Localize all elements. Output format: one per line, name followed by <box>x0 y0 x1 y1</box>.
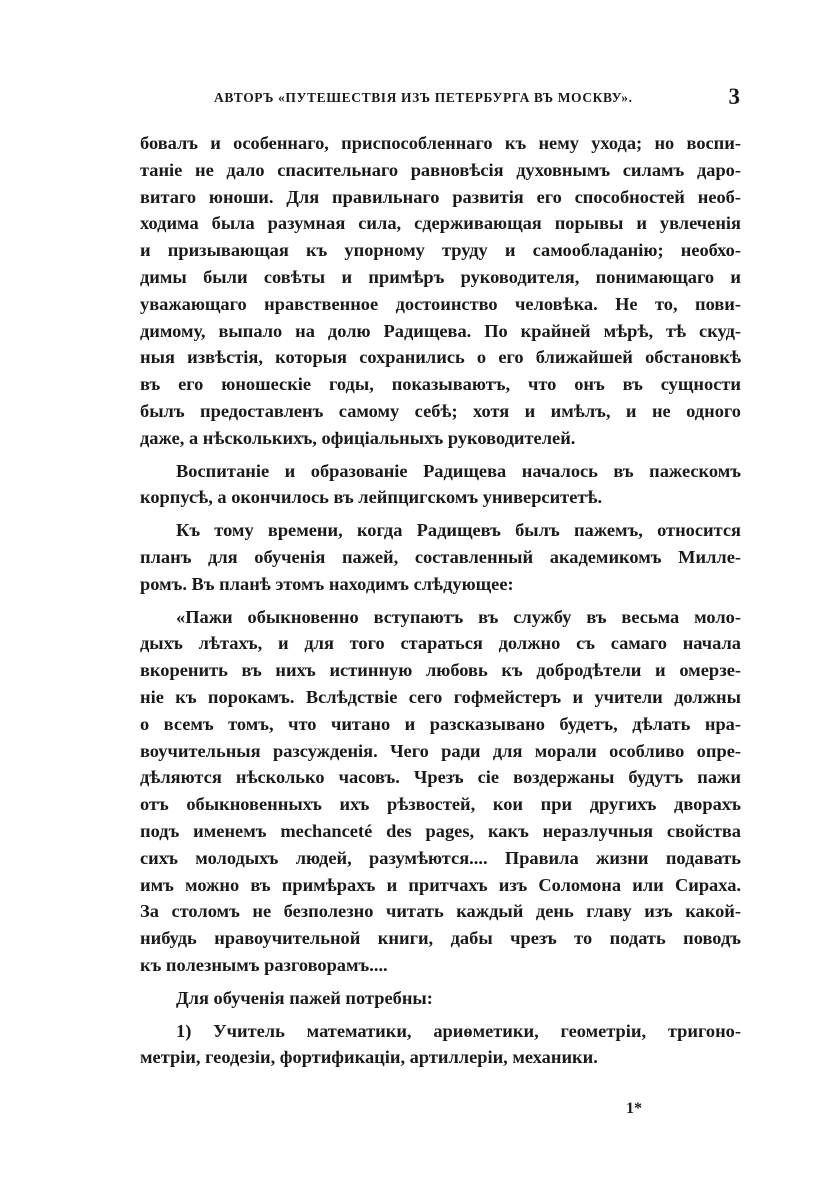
text-line: даже, а нѣсколькихъ, офиціальныхъ руководителей. <box>140 427 576 448</box>
text-line: таніе не дало спасительнаго равновѣсія духовнымъ силамъ даро- <box>140 159 741 180</box>
text-line: воучительныя разсужденія. Чего ради для морали особливо опре- <box>140 740 741 761</box>
text-line: Воспитаніе и образованіе Радищева началось въ пажескомъ <box>176 460 741 481</box>
text-line: витаго юноши. Для правильнаго развитія его способностей необ- <box>140 186 741 207</box>
text-line: ніе къ порокамъ. Вслѣдствіе сего гофмейстеръ и учители должны <box>140 686 741 707</box>
page-number: 3 <box>728 84 740 109</box>
page-header <box>140 86 740 112</box>
text-line: къ полезнымъ разговорамъ.... <box>140 954 388 975</box>
text-line: ходима была разумная сила, сдерживающая порывы и увлеченія <box>140 213 741 234</box>
text-line: о всемъ томъ, что читано и разсказывано будетъ, дѣлать нра- <box>140 713 741 734</box>
text-line: «Пажи обыкновенно вступаютъ въ службу въ весьма моло- <box>176 606 741 627</box>
signature-mark: 1* <box>626 1100 642 1117</box>
text-line: димы были совѣты и примѣръ руководителя, понимающаго и <box>140 266 741 287</box>
text-line: корпусѣ, а окончилось въ лейпцигскомъ университетѣ. <box>140 487 603 508</box>
text-line: въ его юношескіе годы, показываютъ, что онъ въ сущности <box>140 374 741 395</box>
text-line: димому, выпало на долю Радищева. По крайней мѣрѣ, тѣ скуд- <box>140 320 741 341</box>
text-line: Для обученія пажей потребны: <box>176 987 433 1008</box>
text-line: нибудь нравоучительной книги, дабы чрезъ то подать поводъ <box>140 928 741 949</box>
text-line: ромъ. Въ планѣ этомъ находимъ слѣдующее: <box>140 573 514 594</box>
text-line: ныя извѣстія, которыя сохранились о его ближайшей обстановкѣ <box>140 347 741 368</box>
text-line: былъ предоставленъ самому себѣ; хотя и имѣлъ, и не одного <box>140 400 741 421</box>
text-line: За столомъ не безполезно читать каждый день главу изъ какой- <box>140 901 741 922</box>
text-line: 1) Учитель математики, ариѳметики, геометріи, тригоно- <box>176 1020 741 1041</box>
text-line: подъ именемъ mechanceté des pages, какъ неразлучныя свойства <box>140 820 741 841</box>
text-line: имъ можно въ примѣрахъ и притчахъ изъ Соломона или Сираха. <box>140 874 741 895</box>
text-line: уважающаго нравственное достоинство человѣка. Не то, пови- <box>140 293 741 314</box>
text-line: сихъ молодыхъ людей, разумѣются.... Правила жизни подавать <box>140 847 741 868</box>
text-line: дѣляются нѣсколько часовъ. Чрезъ сіе воздержаны будутъ пажи <box>140 767 741 788</box>
body-text <box>140 130 741 1071</box>
text-line: вкоренить въ нихъ истинную любовь къ добродѣтели и омерзе- <box>140 660 741 681</box>
text-line: Къ тому времени, когда Радищевъ былъ пажемъ, относится <box>176 520 741 541</box>
text-line: метріи, геодезіи, фортификаціи, артиллеріи, механики. <box>140 1047 598 1068</box>
text-line: и призывающая къ упорному труду и самообладанію; необхо- <box>140 240 741 261</box>
text-line: бовалъ и особеннаго, приспособленнаго къ нему ухода; но воспи- <box>140 133 741 153</box>
running-title: АВТОРЪ «ПУТЕШЕСТВІЯ ИЗЪ ПЕТЕРБУРГА ВЪ МОСКВУ». <box>214 90 633 105</box>
text-line: планъ для обученія пажей, составленный академикомъ Милле- <box>140 546 741 567</box>
text-line: дыхъ лѣтахъ, и для того стараться должно съ самаго начала <box>140 633 741 654</box>
text-line: отъ обыкновенныхъ ихъ рѣзвостей, кои при другихъ дворахъ <box>140 794 741 815</box>
